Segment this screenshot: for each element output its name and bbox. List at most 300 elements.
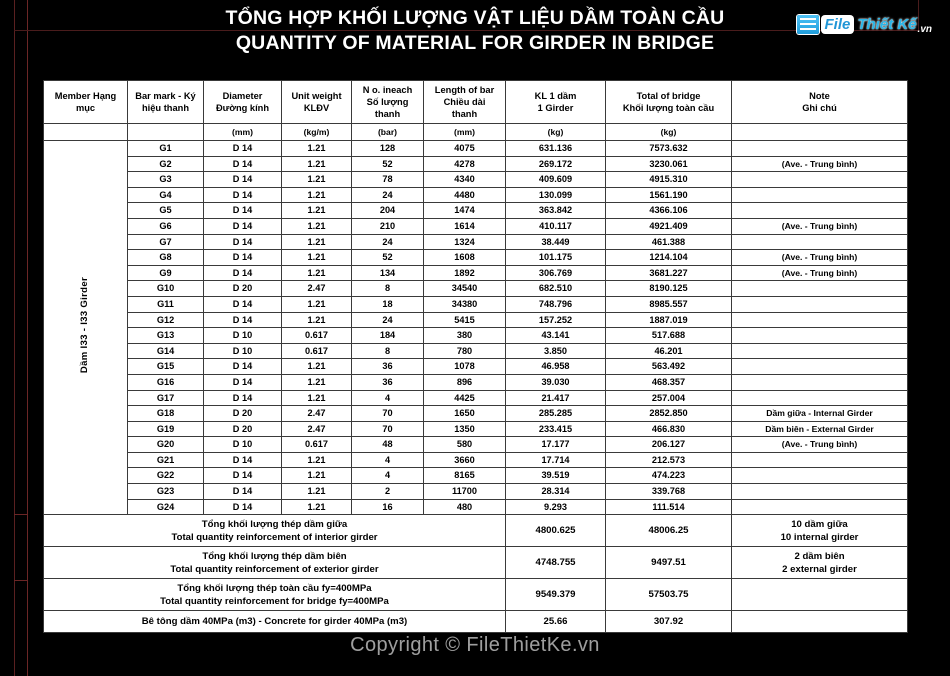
cell-total: 466.830 bbox=[606, 421, 732, 437]
copyright-watermark: Copyright © FileThietKe.vn bbox=[350, 634, 600, 656]
header-length-line1: Length of bar bbox=[434, 85, 495, 95]
summary-total: 48006.25 bbox=[606, 515, 732, 547]
cell-total: 4366.106 bbox=[606, 203, 732, 219]
table-row[interactable] bbox=[44, 452, 908, 468]
table-row[interactable] bbox=[44, 281, 908, 297]
filethietke-logo[interactable] bbox=[797, 12, 932, 36]
cell-total: 4915.310 bbox=[606, 172, 732, 188]
cell-note bbox=[732, 312, 908, 328]
cell-total: 563.492 bbox=[606, 359, 732, 375]
cell-total: 1214.104 bbox=[606, 250, 732, 266]
cell-kl1: 17.177 bbox=[506, 437, 606, 453]
table-row[interactable] bbox=[44, 234, 908, 250]
cell-unit-weight: 0.617 bbox=[282, 437, 352, 453]
cell-total: 8190.125 bbox=[606, 281, 732, 297]
table-units-row bbox=[44, 124, 908, 141]
cell-kl1: 9.293 bbox=[506, 499, 606, 515]
header-length-line3: thanh bbox=[451, 109, 478, 119]
cell-kl1: 157.252 bbox=[506, 312, 606, 328]
cell-total: 257.004 bbox=[606, 390, 732, 406]
cell-length: 1350 bbox=[424, 421, 506, 437]
cell-kl1: 39.030 bbox=[506, 374, 606, 390]
cell-total: 474.223 bbox=[606, 468, 732, 484]
cell-note: Dầm giữa - Internal Girder bbox=[732, 406, 908, 422]
cell-unit-weight: 1.21 bbox=[282, 484, 352, 500]
cell-number: 24 bbox=[352, 234, 424, 250]
concrete-label: Bê tông dầm 40MPa (m3) - Concrete for girder 40MPa (m3) bbox=[44, 611, 506, 633]
cell-length: 5415 bbox=[424, 312, 506, 328]
summary-note-en: 2 external girder bbox=[782, 563, 857, 575]
cell-bar-mark: G13 bbox=[128, 328, 204, 344]
header-diameter-line2: Đường kính bbox=[215, 103, 270, 113]
cell-number: 16 bbox=[352, 499, 424, 515]
cell-total: 1887.019 bbox=[606, 312, 732, 328]
unit-length: (mm) bbox=[424, 124, 506, 141]
cell-diameter: D 14 bbox=[204, 234, 282, 250]
cell-unit-weight: 1.21 bbox=[282, 265, 352, 281]
cell-bar-mark: G16 bbox=[128, 374, 204, 390]
header-kl1-line2: 1 Girder bbox=[537, 103, 574, 113]
unit-unit-weight: (kg/m) bbox=[282, 124, 352, 141]
cell-number: 8 bbox=[352, 343, 424, 359]
summary-label-vi: Tổng khối lượng thép toàn cầu fy=400MPa bbox=[177, 582, 372, 594]
cell-number: 4 bbox=[352, 468, 424, 484]
table-row[interactable] bbox=[44, 312, 908, 328]
cell-diameter: D 14 bbox=[204, 452, 282, 468]
summary-row bbox=[44, 515, 908, 547]
cell-kl1: 306.769 bbox=[506, 265, 606, 281]
table-row[interactable] bbox=[44, 141, 908, 157]
cell-number: 4 bbox=[352, 390, 424, 406]
cell-length: 1892 bbox=[424, 265, 506, 281]
cell-length: 8165 bbox=[424, 468, 506, 484]
cell-note bbox=[732, 452, 908, 468]
header-diameter bbox=[204, 81, 282, 124]
cell-diameter: D 20 bbox=[204, 406, 282, 422]
cell-number: 52 bbox=[352, 156, 424, 172]
decorative-frame-line-left-inner bbox=[27, 0, 28, 676]
cell-diameter: D 14 bbox=[204, 296, 282, 312]
cell-note: (Ave. - Trung bình) bbox=[732, 218, 908, 234]
header-note-line1: Note bbox=[809, 91, 830, 101]
header-total-of-bridge bbox=[606, 81, 732, 124]
header-bar-mark-line1: Bar mark - Ký bbox=[135, 91, 196, 101]
cell-diameter: D 20 bbox=[204, 421, 282, 437]
unit-number: (bar) bbox=[352, 124, 424, 141]
table-body bbox=[44, 141, 908, 633]
cell-kl1: 233.415 bbox=[506, 421, 606, 437]
cell-note: (Ave. - Trung bình) bbox=[732, 156, 908, 172]
cell-bar-mark: G8 bbox=[128, 250, 204, 266]
cell-unit-weight: 1.21 bbox=[282, 172, 352, 188]
header-number-in-each bbox=[352, 81, 424, 124]
cell-bar-mark: G21 bbox=[128, 452, 204, 468]
summary-kl1: 9549.379 bbox=[506, 579, 606, 611]
cell-unit-weight: 1.21 bbox=[282, 452, 352, 468]
cell-diameter: D 20 bbox=[204, 281, 282, 297]
unit-member bbox=[44, 124, 128, 141]
cell-bar-mark: G20 bbox=[128, 437, 204, 453]
cell-length: 1474 bbox=[424, 203, 506, 219]
cell-number: 70 bbox=[352, 406, 424, 422]
header-unit-weight-line1: Unit weight bbox=[291, 91, 342, 101]
cell-number: 52 bbox=[352, 250, 424, 266]
cell-length: 580 bbox=[424, 437, 506, 453]
cell-number: 210 bbox=[352, 218, 424, 234]
unit-note bbox=[732, 124, 908, 141]
header-member-line2: mục bbox=[75, 103, 96, 113]
cell-diameter: D 14 bbox=[204, 187, 282, 203]
document-title-vietnamese: TỔNG HỢP KHỐI LƯỢNG VẬT LIỆU DẦM TOÀN CẦU bbox=[225, 7, 725, 29]
cell-note bbox=[732, 484, 908, 500]
cell-unit-weight: 2.47 bbox=[282, 421, 352, 437]
cell-bar-mark: G10 bbox=[128, 281, 204, 297]
cell-diameter: D 14 bbox=[204, 468, 282, 484]
cell-note bbox=[732, 390, 908, 406]
cell-unit-weight: 1.21 bbox=[282, 312, 352, 328]
cell-note bbox=[732, 296, 908, 312]
header-unit-weight bbox=[282, 81, 352, 124]
cell-total: 7573.632 bbox=[606, 141, 732, 157]
cell-diameter: D 14 bbox=[204, 499, 282, 515]
cell-length: 4340 bbox=[424, 172, 506, 188]
unit-total: (kg) bbox=[606, 124, 732, 141]
cell-number: 8 bbox=[352, 281, 424, 297]
cell-unit-weight: 1.21 bbox=[282, 468, 352, 484]
cell-length: 1650 bbox=[424, 406, 506, 422]
cell-note bbox=[732, 499, 908, 515]
cell-diameter: D 10 bbox=[204, 328, 282, 344]
cell-diameter: D 14 bbox=[204, 265, 282, 281]
unit-diameter: (mm) bbox=[204, 124, 282, 141]
unit-bar-mark bbox=[128, 124, 204, 141]
cell-number: 134 bbox=[352, 265, 424, 281]
cell-bar-mark: G17 bbox=[128, 390, 204, 406]
cell-bar-mark: G15 bbox=[128, 359, 204, 375]
cell-total: 3230.061 bbox=[606, 156, 732, 172]
table-row[interactable] bbox=[44, 499, 908, 515]
cell-bar-mark: G7 bbox=[128, 234, 204, 250]
table-row[interactable] bbox=[44, 250, 908, 266]
cell-total: 3681.227 bbox=[606, 265, 732, 281]
cell-length: 896 bbox=[424, 374, 506, 390]
cell-total: 517.688 bbox=[606, 328, 732, 344]
cell-length: 380 bbox=[424, 328, 506, 344]
cell-number: 24 bbox=[352, 312, 424, 328]
header-length-line2: Chiều dài bbox=[443, 97, 486, 107]
summary-label-vi: Tổng khối lượng thép dầm giữa bbox=[201, 518, 348, 530]
cell-diameter: D 14 bbox=[204, 250, 282, 266]
summary-total: 57503.75 bbox=[606, 579, 732, 611]
cell-diameter: D 14 bbox=[204, 172, 282, 188]
summary-note bbox=[732, 547, 908, 579]
table-row[interactable] bbox=[44, 437, 908, 453]
cell-kl1: 631.136 bbox=[506, 141, 606, 157]
document-title-english: QUANTITY OF MATERIAL FOR GIRDER IN BRIDGE bbox=[235, 32, 715, 54]
header-number-line1: N o. ineach bbox=[362, 85, 413, 95]
unit-kl1: (kg) bbox=[506, 124, 606, 141]
cell-unit-weight: 1.21 bbox=[282, 390, 352, 406]
cell-total: 468.357 bbox=[606, 374, 732, 390]
cell-bar-mark: G5 bbox=[128, 203, 204, 219]
cell-number: 78 bbox=[352, 172, 424, 188]
cell-unit-weight: 1.21 bbox=[282, 250, 352, 266]
header-total-line1: Total of bridge bbox=[636, 91, 701, 101]
cell-number: 48 bbox=[352, 437, 424, 453]
cell-bar-mark: G3 bbox=[128, 172, 204, 188]
cell-number: 24 bbox=[352, 187, 424, 203]
cell-total: 339.768 bbox=[606, 484, 732, 500]
header-number-line3: thanh bbox=[374, 109, 401, 119]
table-row[interactable] bbox=[44, 484, 908, 500]
cell-kl1: 285.285 bbox=[506, 406, 606, 422]
header-kl-one-girder bbox=[506, 81, 606, 124]
table-row[interactable] bbox=[44, 187, 908, 203]
cell-kl1: 269.172 bbox=[506, 156, 606, 172]
cell-length: 4480 bbox=[424, 187, 506, 203]
cell-bar-mark: G18 bbox=[128, 406, 204, 422]
table-row[interactable] bbox=[44, 421, 908, 437]
cell-number: 4 bbox=[352, 452, 424, 468]
cell-total: 461.388 bbox=[606, 234, 732, 250]
cell-note: (Ave. - Trung bình) bbox=[732, 437, 908, 453]
summary-note-en: 10 internal girder bbox=[780, 531, 859, 543]
quantity-table-sheet bbox=[41, 78, 909, 635]
cell-number: 184 bbox=[352, 328, 424, 344]
cell-unit-weight: 0.617 bbox=[282, 328, 352, 344]
header-note bbox=[732, 81, 908, 124]
summary-kl1: 4800.625 bbox=[506, 515, 606, 547]
cell-unit-weight: 1.21 bbox=[282, 156, 352, 172]
cell-note bbox=[732, 374, 908, 390]
header-member bbox=[44, 81, 128, 124]
summary-row bbox=[44, 547, 908, 579]
cell-number: 70 bbox=[352, 421, 424, 437]
table-row[interactable] bbox=[44, 468, 908, 484]
cell-total: 8985.557 bbox=[606, 296, 732, 312]
summary-total: 9497.51 bbox=[606, 547, 732, 579]
cell-note: (Ave. - Trung bình) bbox=[732, 265, 908, 281]
cell-total: 4921.409 bbox=[606, 218, 732, 234]
cell-kl1: 43.141 bbox=[506, 328, 606, 344]
table-row[interactable] bbox=[44, 172, 908, 188]
table-head bbox=[44, 81, 908, 141]
cell-total: 206.127 bbox=[606, 437, 732, 453]
cell-bar-mark: G14 bbox=[128, 343, 204, 359]
header-kl1-line1: KL 1 dầm bbox=[534, 91, 577, 101]
cell-diameter: D 14 bbox=[204, 484, 282, 500]
cell-number: 2 bbox=[352, 484, 424, 500]
cell-number: 36 bbox=[352, 359, 424, 375]
cell-unit-weight: 1.21 bbox=[282, 499, 352, 515]
cell-unit-weight: 1.21 bbox=[282, 296, 352, 312]
cell-bar-mark: G9 bbox=[128, 265, 204, 281]
cell-kl1: 363.842 bbox=[506, 203, 606, 219]
cell-unit-weight: 1.21 bbox=[282, 234, 352, 250]
cell-note: (Ave. - Trung bình) bbox=[732, 250, 908, 266]
cell-note: Dầm biên - External Girder bbox=[732, 421, 908, 437]
cell-length: 1614 bbox=[424, 218, 506, 234]
cell-bar-mark: G1 bbox=[128, 141, 204, 157]
summary-note-vi: 2 dầm biên bbox=[794, 550, 845, 562]
cell-bar-mark: G19 bbox=[128, 421, 204, 437]
cell-kl1: 748.796 bbox=[506, 296, 606, 312]
table-row[interactable] bbox=[44, 343, 908, 359]
cell-kl1: 46.958 bbox=[506, 359, 606, 375]
cell-diameter: D 14 bbox=[204, 218, 282, 234]
summary-label-en: Total quantity reinforcement of exterior girder bbox=[170, 563, 379, 575]
cell-length: 1608 bbox=[424, 250, 506, 266]
concrete-total: 307.92 bbox=[606, 611, 732, 633]
decorative-frame-line-left-outer bbox=[14, 0, 15, 676]
summary-label bbox=[44, 515, 506, 547]
table-row[interactable] bbox=[44, 390, 908, 406]
summary-label bbox=[44, 579, 506, 611]
cell-diameter: D 14 bbox=[204, 359, 282, 375]
cell-note bbox=[732, 359, 908, 375]
cell-kl1: 39.519 bbox=[506, 468, 606, 484]
cell-kl1: 3.850 bbox=[506, 343, 606, 359]
member-label: Dầm I33 - I33 Girder bbox=[79, 277, 91, 374]
table-row[interactable] bbox=[44, 359, 908, 375]
cell-unit-weight: 2.47 bbox=[282, 406, 352, 422]
cell-length: 34380 bbox=[424, 296, 506, 312]
cell-diameter: D 14 bbox=[204, 141, 282, 157]
cell-total: 212.573 bbox=[606, 452, 732, 468]
cell-note bbox=[732, 203, 908, 219]
cell-kl1: 130.099 bbox=[506, 187, 606, 203]
cell-note bbox=[732, 172, 908, 188]
cell-diameter: D 14 bbox=[204, 203, 282, 219]
table-header-row bbox=[44, 81, 908, 124]
cell-unit-weight: 2.47 bbox=[282, 281, 352, 297]
logo-text-file: File bbox=[821, 15, 855, 34]
cell-bar-mark: G11 bbox=[128, 296, 204, 312]
summary-label-vi: Tổng khối lượng thép dầm biên bbox=[202, 550, 347, 562]
cell-diameter: D 14 bbox=[204, 312, 282, 328]
cell-length: 780 bbox=[424, 343, 506, 359]
book-icon bbox=[797, 15, 819, 34]
cell-bar-mark: G23 bbox=[128, 484, 204, 500]
cell-diameter: D 14 bbox=[204, 374, 282, 390]
cell-kl1: 409.609 bbox=[506, 172, 606, 188]
cell-note bbox=[732, 141, 908, 157]
table-row[interactable] bbox=[44, 218, 908, 234]
cell-bar-mark: G6 bbox=[128, 218, 204, 234]
table-row[interactable] bbox=[44, 296, 908, 312]
concrete-note bbox=[732, 611, 908, 633]
member-cell bbox=[44, 141, 128, 515]
header-member-line1: Member Hạng bbox=[54, 91, 117, 101]
cell-kl1: 38.449 bbox=[506, 234, 606, 250]
header-bar-mark bbox=[128, 81, 204, 124]
cell-length: 4278 bbox=[424, 156, 506, 172]
header-number-line2: Số lượng bbox=[366, 97, 409, 107]
quantity-table bbox=[43, 80, 908, 633]
cell-length: 34540 bbox=[424, 281, 506, 297]
summary-label bbox=[44, 547, 506, 579]
table-row[interactable] bbox=[44, 203, 908, 219]
cell-total: 2852.850 bbox=[606, 406, 732, 422]
summary-label-en: Total quantity reinforcement for bridge fy=400MPa bbox=[160, 595, 389, 607]
cell-bar-mark: G2 bbox=[128, 156, 204, 172]
header-unit-weight-line2: KLĐV bbox=[303, 103, 330, 113]
cell-number: 204 bbox=[352, 203, 424, 219]
cell-unit-weight: 1.21 bbox=[282, 187, 352, 203]
cell-note bbox=[732, 187, 908, 203]
table-row[interactable] bbox=[44, 156, 908, 172]
cell-number: 18 bbox=[352, 296, 424, 312]
cell-kl1: 101.175 bbox=[506, 250, 606, 266]
cell-kl1: 17.714 bbox=[506, 452, 606, 468]
cell-number: 36 bbox=[352, 374, 424, 390]
cell-bar-mark: G24 bbox=[128, 499, 204, 515]
cell-number: 128 bbox=[352, 141, 424, 157]
cell-diameter: D 14 bbox=[204, 156, 282, 172]
header-total-line2: Khối lượng toàn cầu bbox=[622, 103, 715, 113]
cell-bar-mark: G4 bbox=[128, 187, 204, 203]
summary-label-en: Total quantity reinforcement of interior girder bbox=[171, 531, 378, 543]
table-row[interactable] bbox=[44, 265, 908, 281]
table-row[interactable] bbox=[44, 328, 908, 344]
decorative-frame-tick-lower bbox=[14, 580, 28, 581]
cell-total: 1561.190 bbox=[606, 187, 732, 203]
cell-kl1: 28.314 bbox=[506, 484, 606, 500]
concrete-row bbox=[44, 611, 908, 633]
cell-kl1: 682.510 bbox=[506, 281, 606, 297]
cell-unit-weight: 0.617 bbox=[282, 343, 352, 359]
cell-note bbox=[732, 328, 908, 344]
summary-row bbox=[44, 579, 908, 611]
cell-note bbox=[732, 234, 908, 250]
cell-bar-mark: G12 bbox=[128, 312, 204, 328]
cell-length: 4075 bbox=[424, 141, 506, 157]
cell-unit-weight: 1.21 bbox=[282, 141, 352, 157]
cell-unit-weight: 1.21 bbox=[282, 218, 352, 234]
cell-diameter: D 14 bbox=[204, 390, 282, 406]
cell-unit-weight: 1.21 bbox=[282, 203, 352, 219]
cell-total: 111.514 bbox=[606, 499, 732, 515]
logo-text-vn: .vn bbox=[917, 24, 932, 35]
table-row[interactable] bbox=[44, 406, 908, 422]
cell-total: 46.201 bbox=[606, 343, 732, 359]
cell-length: 4425 bbox=[424, 390, 506, 406]
concrete-kl1: 25.66 bbox=[506, 611, 606, 633]
summary-note bbox=[732, 515, 908, 547]
cell-note bbox=[732, 281, 908, 297]
cell-length: 3660 bbox=[424, 452, 506, 468]
cell-note bbox=[732, 468, 908, 484]
header-length-of-bar bbox=[424, 81, 506, 124]
summary-note bbox=[732, 579, 908, 611]
header-bar-mark-line2: hiệu thanh bbox=[142, 103, 189, 113]
cell-bar-mark: G22 bbox=[128, 468, 204, 484]
summary-note-vi: 10 dầm giữa bbox=[791, 518, 848, 530]
cell-length: 11700 bbox=[424, 484, 506, 500]
cell-length: 1078 bbox=[424, 359, 506, 375]
cell-unit-weight: 1.21 bbox=[282, 359, 352, 375]
logo-text-thietke: Thiết Kế bbox=[857, 15, 917, 33]
cell-note bbox=[732, 343, 908, 359]
header-note-line2: Ghi chú bbox=[802, 103, 837, 113]
cell-length: 1324 bbox=[424, 234, 506, 250]
cell-kl1: 21.417 bbox=[506, 390, 606, 406]
table-row[interactable] bbox=[44, 374, 908, 390]
decorative-frame-tick-upper bbox=[14, 514, 28, 515]
summary-kl1: 4748.755 bbox=[506, 547, 606, 579]
cell-length: 480 bbox=[424, 499, 506, 515]
cell-kl1: 410.117 bbox=[506, 218, 606, 234]
